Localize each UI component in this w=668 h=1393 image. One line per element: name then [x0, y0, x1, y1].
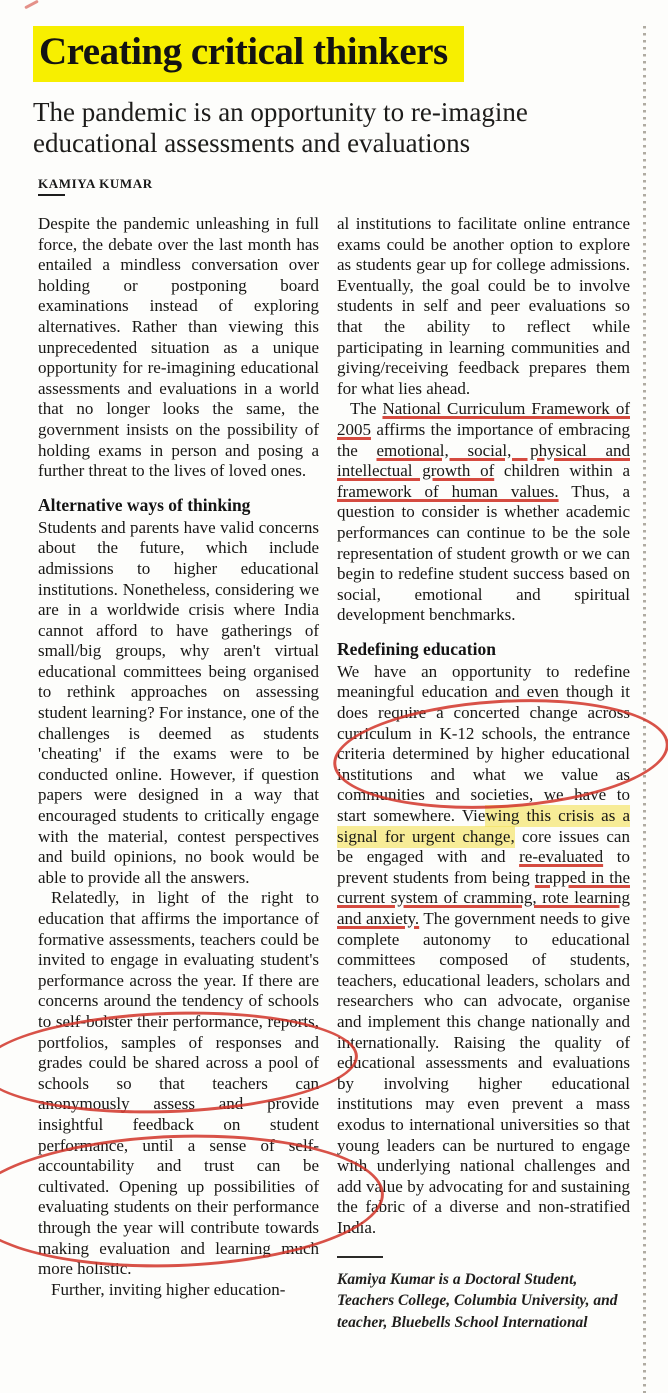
text-segment: al institutions to facilitate online entrance exams could be another option to explore as students gear up for college admissions. Eventually, the goal could be to involve students in self and peer evaluations so that the ability to reflect while participating in learning communities and giving/receiving feedback prepares them for what lies ahead. — [337, 214, 630, 398]
article-paragraph — [38, 518, 319, 889]
article-paragraph — [38, 214, 319, 482]
byline-name: KAMIYA KUMAR — [38, 176, 153, 191]
section-heading: Redefining education — [337, 638, 496, 659]
text-segment: core issues can be engaged with and — [337, 826, 630, 867]
text-segment: affirms the importance of embracing the — [337, 419, 630, 460]
red-underlined-text: trapped in the current system of cramming, rote learning and anxiety. — [337, 867, 630, 928]
right-column — [337, 214, 630, 1333]
highlighted-text: wing this crisis as a signal for urgent change, — [337, 806, 631, 846]
text-segment: The government needs to give complete autonomy to educational committees composed of students, teachers, educational leaders, scholars and researchers who can advocate, organise and implement this change nationally and internationally. Raising the quality of educational assessments and evaluations by involving higher educational institutions may even prevent a mass exodus to international universities so that young leaders can be nurtured to engage with underlying national challenges and add value by advocating for and sustaining the fabric of a diverse and non-stratified India. — [337, 909, 630, 1237]
text-segment: to prevent students from being — [337, 847, 630, 887]
text-segment: Thus, a question to consider is whether academic performances can continue to be the sole representation of student growth or we can begin to redefine student success based on social, emotional and spiritual development benchmarks. — [337, 481, 630, 625]
byline-underline — [38, 194, 65, 196]
text-segment: children within a — [494, 461, 630, 481]
article-title — [33, 26, 464, 82]
article-paragraph — [38, 888, 319, 1279]
text-segment: Relatedly, in light of the right to education that affirms the importance of formative assessments, teachers could be invited to engage in evaluating student's performance across the year. If there are concerns around the tendency of schools to self-bolster their performance, reports, portfolios, samples of responses and grades could be shared across a pool of schools so that teachers can anonymously assess and provide insightful feedback on student performance, until a sense of self-accountability and trust can be cultivated. Opening up possibilities of evaluating students on their performance through the year will contribute towards making evaluation and learning much more holistic. — [38, 888, 319, 1279]
byline — [38, 176, 153, 192]
footnote-line: teacher, Bluebells School International — [337, 1313, 588, 1331]
text-segment: Despite the pandemic unleashing in full force, the debate over the last month has entailed a mindless conversation over holding or postponing board examinations instead of exploring alternatives. Rather than viewing this unprecedented situation as a unique opportunity for re-imagining educational assessments and evaluations in a world that no longer looks the same, the government insists on the possibility of holding exams in person and posing a further threat to the lives of loved ones. — [38, 214, 319, 481]
section-heading: Alternative ways of thinking — [38, 494, 251, 515]
article-paragraph — [337, 214, 630, 399]
red-underlined-text: National Curriculum Framework of 2005 — [337, 399, 630, 439]
left-column — [38, 214, 319, 1300]
footnote-rule — [337, 1256, 383, 1258]
text-segment: Further, inviting higher education- — [51, 1279, 286, 1299]
red-underlined-text: framework of human values. — [337, 481, 559, 501]
article-paragraph — [337, 662, 630, 1239]
footnote-line: Kamiya Kumar is a Doctoral Student, — [337, 1270, 578, 1288]
text-segment: We have an opportunity to redefine meaningful education and even though it does require a concerted change across curriculum in K-12 schools, the entrance criteria determined by higher educational institutions and what we value as communities and societies, we have to start somewhere. Vie — [337, 661, 630, 826]
red-underlined-text: re-evaluated — [519, 847, 604, 867]
text-segment: Students and parents have valid concerns about the future, which include admissions to higher educational institutions. Nonetheless, considering we are in a worldwide crisis where India cannot afford to have gatherings of small/big groups, why aren't virtual educational committees being organised to rethink approaches on assessing student learning? For instance, one of the challenges is deemed as students 'cheating' if the exams were to be conducted online. However, if question papers were designed in a way that encouraged students to critically engage with the material, contest perspectives and build opinions, no book would be able to provide all the answers. — [38, 517, 319, 887]
text-segment: The — [350, 399, 383, 419]
article-paragraph — [38, 1280, 319, 1301]
red-pen-tick-mark — [24, 0, 39, 9]
footnote-line: Teachers College, Columbia University, and — [337, 1292, 618, 1309]
red-underlined-text: emotional, social, physical and intellectual growth of — [337, 440, 630, 481]
article-subtitle: The pandemic is an opportunity to re-imagine educational assessments and evaluations — [33, 97, 528, 158]
article-paragraph — [337, 399, 630, 626]
dotted-column-rule — [643, 26, 646, 1393]
title-highlight: Creating critical thinkers — [33, 26, 464, 82]
